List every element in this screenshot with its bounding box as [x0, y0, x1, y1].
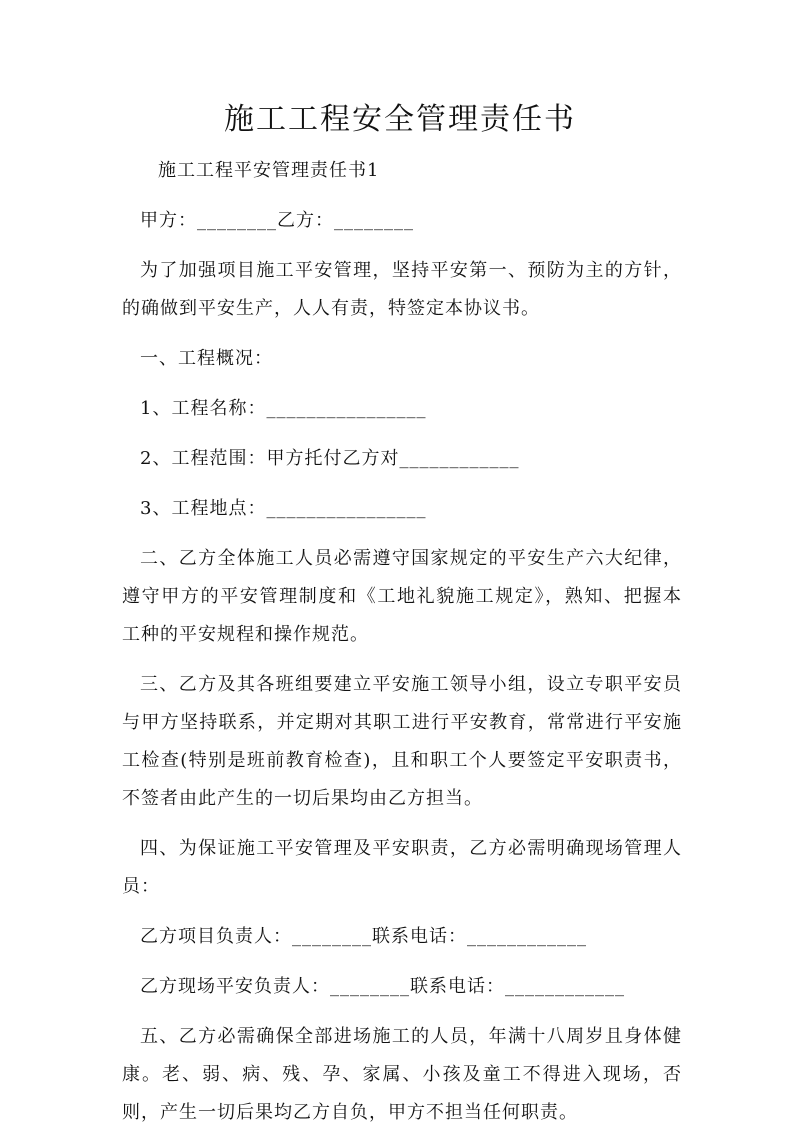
paragraph-section-four: 四、为保证施工平安管理及平安职责，乙方必需明确现场管理人员：	[122, 838, 682, 897]
field-site-safety-manager: 乙方现场平安负责人：________联系电话：____________	[140, 976, 625, 997]
paragraph-purpose: 为了加强项目施工平安管理，坚持平安第一、预防为主的方针，的确做到平安生产，人人有责，特签定本协议书。	[122, 260, 682, 319]
field-project-manager: 乙方项目负责人：________联系电话：____________	[140, 926, 587, 947]
paragraph-section-two: 二、乙方全体施工人员必需遵守国家规定的平安生产六大纪律，遵守甲方的平安管理制度和《工地礼貌施工规定》，熟知、把握本工种的平安规程和操作规范。	[122, 548, 682, 645]
parties-line: 甲方：________乙方：________	[140, 210, 414, 231]
document-title: 施工工程安全管理责任书	[224, 102, 576, 137]
paragraph-section-three: 三、乙方及其各班组要建立平安施工领导小组，设立专职平安员与甲方坚持联系，并定期对其职工进行平安教育，常常进行平安施工检查(特别是班前教育检查)，且和职工个人要签定平安职责书，不签者由此产生的一切后果均由乙方担当。	[122, 674, 682, 809]
field-project-scope: 2、工程范围：甲方托付乙方对____________	[140, 448, 520, 469]
section-project-overview: 一、工程概况：	[140, 348, 273, 369]
field-project-name: 1、工程名称：________________	[140, 398, 427, 419]
field-project-location: 3、工程地点：________________	[140, 498, 427, 519]
document-body	[122, 152, 682, 1144]
document-subtitle: 施工工程平安管理责任书1	[158, 160, 380, 181]
paragraph-section-five: 五、乙方必需确保全部进场施工的人员，年满十八周岁且身体健康。老、弱、病、残、孕、家属、小孩及童工不得进入现场，否则，产生一切后果均乙方自负，甲方不担当任何职责。	[122, 1026, 682, 1123]
